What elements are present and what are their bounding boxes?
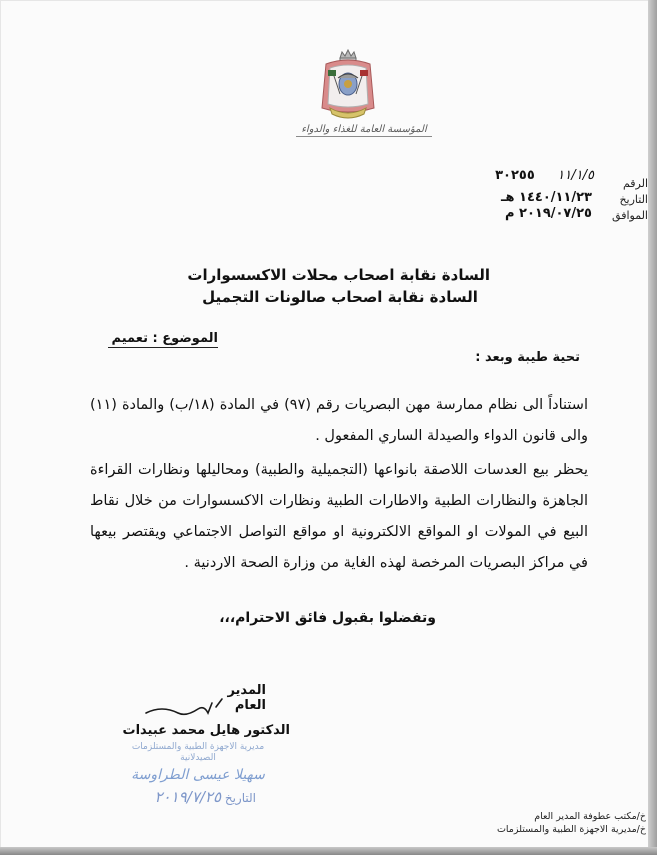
carbon-copy-list [456,810,646,836]
stamp-handwritten-date: ٢٠١٩/٧/٢٥ [154,788,222,806]
handwritten-signature [142,695,242,725]
body-paragraph [90,455,588,579]
hijri-date: ١٤٤٠/١١/٢٣ هـ [501,190,592,205]
reference-labels [596,176,648,224]
subject-line: الموضوع : تعميم [108,331,218,348]
stamp-line: مديرية الاجهزة الطبية والمستلزمات [131,742,265,752]
signatory-title: المدير العام [227,683,266,713]
stamp-date-label: التاريخ [224,791,256,805]
stamp-line: الصيدلانية [180,753,216,763]
paragraph-text: استناداً الى نظام ممارسة مهن البصريات رقم (٩٧) في المادة (١٨/ب) والمادة (١١) والى قانون الدواء والصيدلة الساري المفعول . [90,397,588,444]
label-date: التاريخ [619,193,648,206]
cc-item: خ/مكتب عطوفة المدير العام [534,811,646,822]
page-edge-shadow [648,0,657,855]
label-corresponding: الموافق [612,209,648,222]
paragraph-text: يحظر بيع العدسات اللاصقة بانواعها (التجميلية والطبية) ومحاليلها ونظارات القراءة الجاهزة والنظارات الطبية والاطارات الطبية ونظارات الاكسسوارات من خلال نقاط البيع في المولات او المواقع الالكترونية او مواقع التواصل الاجتماعي ويقتصر بيعها في مراكز البصريات المرخصة لهذه الغاية من وزارة الصحة الاردنية . [90,462,588,571]
receipt-stamp [106,742,290,781]
body-paragraph [90,390,588,452]
reference-code: ١١/١/٥ [557,168,594,183]
reference-number-line [464,168,594,183]
signatory-name: الدكتور هايل محمد عبيدات [122,723,290,738]
cc-item: خ/مديرية الاجهزة الطبية والمستلزمات [496,824,646,835]
addressee-line: السادة نقابة اصحاب محلات الاكسسوارات [187,266,490,284]
greeting: تحية طيبة وبعد : [475,350,580,365]
coat-of-arms-emblem [316,48,380,122]
gregorian-date: ٢٠١٩/٠٧/٢٥ م [504,206,592,221]
closing-line: وتفضلوا بقبول فائق الاحترام،،، [219,610,436,626]
stamp-handwritten-name: سهيلا عيسى الطراوسة [131,767,265,783]
reference-number: ٣٠٢٥٥ [495,168,535,183]
stamp-date [116,788,256,806]
page-edge-shadow [0,847,657,855]
organization-name: المؤسسة العامة للغذاء والدواء [296,124,432,137]
addressee-line: السادة نقابة اصحاب صالونات التجميل [202,288,478,306]
label-number: الرقم [622,177,648,190]
